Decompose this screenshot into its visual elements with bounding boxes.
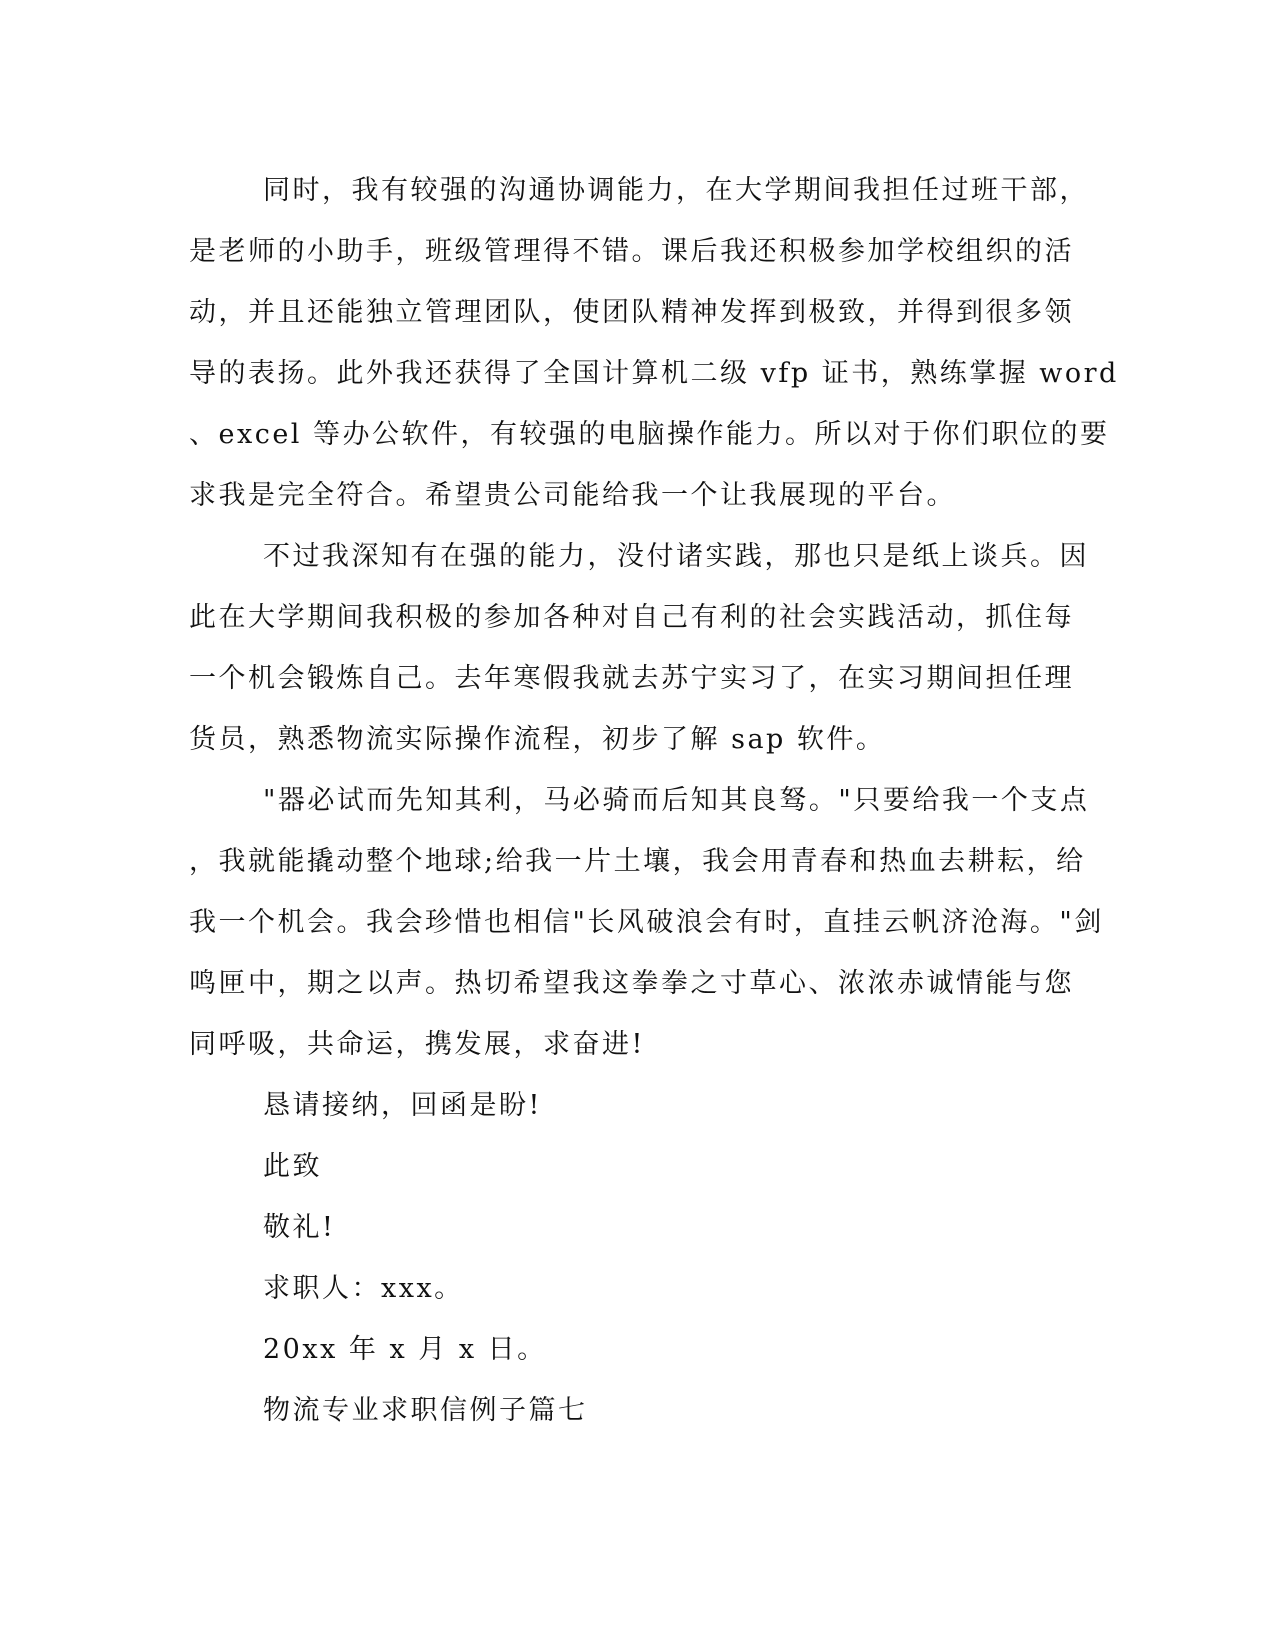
paragraph-practice xyxy=(189,526,1089,770)
text-line: 货员，熟悉物流实际操作流程，初步了解 sap 软件。 xyxy=(189,724,886,755)
text-line: 不过我深知有在强的能力，没付诸实践，那也只是纸上谈兵。因 xyxy=(263,541,1089,572)
text-line: 求我是完全符合。希望贵公司能给我一个让我展现的平台。 xyxy=(189,480,956,511)
text-line: 同呼吸，共命运，携发展，求奋进! xyxy=(189,1029,645,1060)
closing-salutation: 此致 xyxy=(263,1151,322,1182)
text-line: 我一个机会。我会珍惜也相信"长风破浪会有时，直挂云帆济沧海。"剑 xyxy=(189,907,1104,938)
closing-regards: 敬礼! xyxy=(263,1212,336,1243)
next-section-title: 物流专业求职信例子篇七 xyxy=(263,1395,588,1426)
text-line: 一个机会锻炼自己。去年寒假我就去苏宁实习了，在实习期间担任理 xyxy=(189,663,1074,694)
text-line: 动，并且还能独立管理团队，使团队精神发挥到极致，并得到很多领 xyxy=(189,297,1074,328)
paragraph-communication xyxy=(189,160,1119,526)
letter-date: 20xx 年 x 月 x 日。 xyxy=(263,1334,547,1365)
text-line: 同时，我有较强的沟通协调能力，在大学期间我担任过班干部， xyxy=(263,175,1089,206)
letter-closing xyxy=(189,1075,1069,1441)
text-line: "器必试而先知其利，马必骑而后知其良驽。"只要给我一个支点 xyxy=(263,785,1090,816)
closing-request: 恳请接纳，回函是盼! xyxy=(263,1090,542,1121)
text-line: 此在大学期间我积极的参加各种对自己有利的社会实践活动，抓住每 xyxy=(189,602,1074,633)
letter-body xyxy=(189,160,1119,1441)
paragraph-quote xyxy=(189,770,1104,1075)
signature: 求职人：xxx。 xyxy=(263,1273,464,1304)
text-line: 是老师的小助手，班级管理得不错。课后我还积极参加学校组织的活 xyxy=(189,236,1074,267)
text-line: 、excel 等办公软件，有较强的电脑操作能力。所以对于你们职位的要 xyxy=(189,419,1110,450)
text-line: 导的表扬。此外我还获得了全国计算机二级 vfp 证书，熟练掌握 word xyxy=(189,358,1119,389)
text-line: 鸣匣中，期之以声。热切希望我这拳拳之寸草心、浓浓赤诚情能与您 xyxy=(189,968,1074,999)
text-line: ，我就能撬动整个地球;给我一片土壤，我会用青春和热血去耕耘，给 xyxy=(189,846,1086,877)
